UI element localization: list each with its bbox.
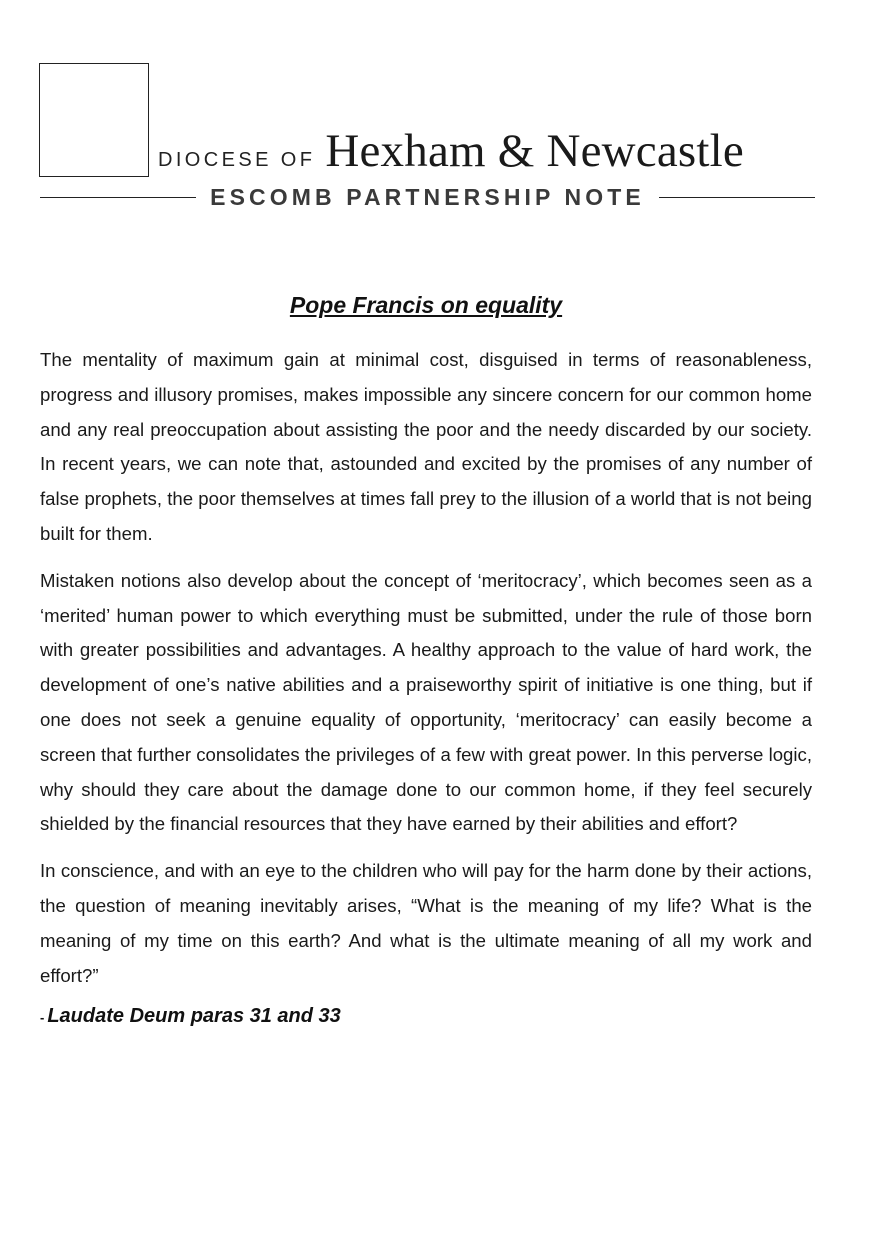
partnership-note-subtitle: ESCOMB PARTNERSHIP NOTE bbox=[210, 183, 645, 210]
page-title: Pope Francis on equality bbox=[289, 292, 563, 318]
paragraph-1: The mentality of maximum gain at minimal cost, disguised in terms of reasonableness, progress and illusory promises, makes impossible any sincere concern for our common home and any real preoccupation about assisting the poor and the needy discarded by our society. In recent years, we can note that, astounded and excited by the promises of any number of false prophets, the poor themselves at times fall prey to the illusion of a world that is not being built for them. bbox=[40, 349, 812, 544]
article-body bbox=[40, 343, 812, 1028]
diocese-of-label: DIOCESE OF bbox=[158, 149, 316, 171]
diocese-name: Hexham & Newcastle bbox=[325, 125, 744, 177]
attribution bbox=[40, 1005, 812, 1028]
paragraph-3: In conscience, and with an eye to the children who will pay for the harm done by their actions, the question of meaning inevitably arises, “What is the meaning of my life? What is the meaning of my time on this earth? And what is the ultimate meaning of all my work and effort?” bbox=[40, 860, 812, 986]
logo-placeholder bbox=[39, 63, 149, 177]
divider-left bbox=[40, 197, 196, 198]
paragraph-2: Mistaken notions also develop about the concept of ‘meritocracy’, which becomes seen as a ‘merited’ human power to which everything must be submitted, under the rule of those born with greater possibilities and advantages. A healthy approach to the value of hard work, the development of one’s native abilities and a praiseworthy spirit of initiative is one thing, but if one does not seek a genuine equality of opportunity, ‘meritocracy’ can easily become a screen that further consolidates the privileges of a few with great power. In this perverse logic, why should they care about the damage done to our common home, if they feel securely shielded by the financial resources that they have earned by their abilities and effort? bbox=[40, 569, 812, 835]
attribution-citation: Laudate Deum paras 31 and 33 bbox=[47, 1005, 341, 1028]
attribution-dash: - bbox=[40, 1010, 45, 1026]
divider-right bbox=[659, 197, 815, 198]
subtitle-row bbox=[40, 180, 815, 214]
diocese-header bbox=[158, 124, 744, 176]
